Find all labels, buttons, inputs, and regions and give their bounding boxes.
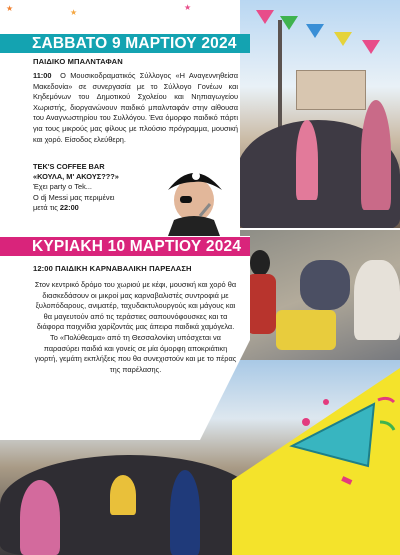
bunting-flag — [362, 40, 380, 54]
cafe-line-2: Ο dj Messi μας περιμένει — [33, 192, 115, 202]
sunday-event-description: Στον κεντρικό δρόμο του χωριού με κέφι, μουσική και χορό θα διασκεδάσουν οι μικροί μας καρναβαλιστές συντροφιά με ξυλοπόδαρους, ανιματέρ, ταχυδακτυλουργούς και μάγους και θα μαγευτούν από τις τεράστιες σαπουνόφουσκες και τα διάφορα παιχνίδια χαρίζοντάς μας άπειρα παιδικά χαμόγελα. Το «Πολύθεαμα» από τη Θεσσαλονίκη υπόσχεται να παρασύρει παιδιά και γονείς σε μία όμορφη αποκριάτικη γιορτή, γεμάτη εκπλήξεις που θα συνεχιστούν και με το πέρας της παρέλασης. — [34, 280, 237, 374]
child-costume — [20, 480, 60, 555]
child-costume — [110, 475, 136, 515]
saturday-event-description — [33, 71, 238, 145]
costumed-person — [296, 120, 318, 200]
utility-pole — [278, 20, 282, 130]
bunting-flag — [306, 24, 324, 38]
stilt-walker — [361, 100, 391, 210]
crowd-group — [300, 260, 350, 310]
mouse-costume-body — [246, 274, 276, 334]
mouse-costume-head — [250, 250, 270, 276]
cafe-line-1: Έχει party ο Tek... — [33, 182, 92, 192]
star-icon: ★ — [70, 8, 78, 17]
cafe-slogan: «ΚΟΥΛΑ, Μ' ΑΚΟΥΣ???» — [33, 172, 119, 182]
float — [276, 310, 336, 350]
dj-pirate-photo — [144, 160, 240, 236]
party-horn-icon — [282, 382, 400, 492]
sunday-date-header: ΚΥΡΙΑΚΗ 10 ΜΑΡΤΙΟΥ 2024 — [0, 237, 250, 256]
saturday-event-title: ΠΑΙΔΙΚΟ ΜΠΑΛΝΤΑΦΑΝ — [33, 57, 123, 66]
bunting-flag — [256, 10, 274, 24]
sunday-event-title: 12:00 ΠΑΙΔΙΚΗ ΚΑΡΝΑΒΑΛΙΚΗ ΠΑΡΕΛΑΣΗ — [33, 264, 192, 273]
cafe-line-3 — [33, 203, 153, 213]
carnival-street-photo-top — [236, 0, 400, 228]
bunting-flag — [280, 16, 298, 30]
cafe-time: 22:00 — [59, 202, 79, 212]
cafe-name: TEK'S COFFEE BAR — [33, 162, 105, 171]
bunting-flag — [334, 32, 352, 46]
saturday-event-time: 11:00 — [33, 71, 52, 80]
saturday-description-text: Ο Μουσικοδραματικός Σύλλογος «Η Αναγεννηθείσα Μακεδονία» σε συνεργασία με το Σύλλογο Γονέων και Κηδεμόνων του Δημοτικού Σχολείου και Νηπιαγωγείου Χωριστής, διοργανώνουν παιδικό μπαλνταφάν στην αίθουσα του Αναγνωστηρίου του Συλλόγου. Ένα όμορφο παιδικό πάρτι για τους μικρούς μας φίλους με πλούσιο πρόγραμμα, μουσική και χορό. Είσοδος ελεύθερη. — [33, 71, 238, 144]
building — [296, 70, 366, 110]
saturday-date-header: ΣΑΒΒΑΤΟ 9 ΜΑΡΤΙΟΥ 2024 — [0, 34, 250, 53]
star-icon: ★ — [184, 3, 192, 12]
person — [170, 470, 200, 555]
star-icon: ★ — [6, 4, 14, 13]
cafe-event — [33, 162, 153, 213]
carnival-parade-photo — [236, 230, 400, 380]
unicorn-costume — [354, 260, 400, 340]
cafe-time-prefix: μετά τις — [33, 202, 58, 212]
